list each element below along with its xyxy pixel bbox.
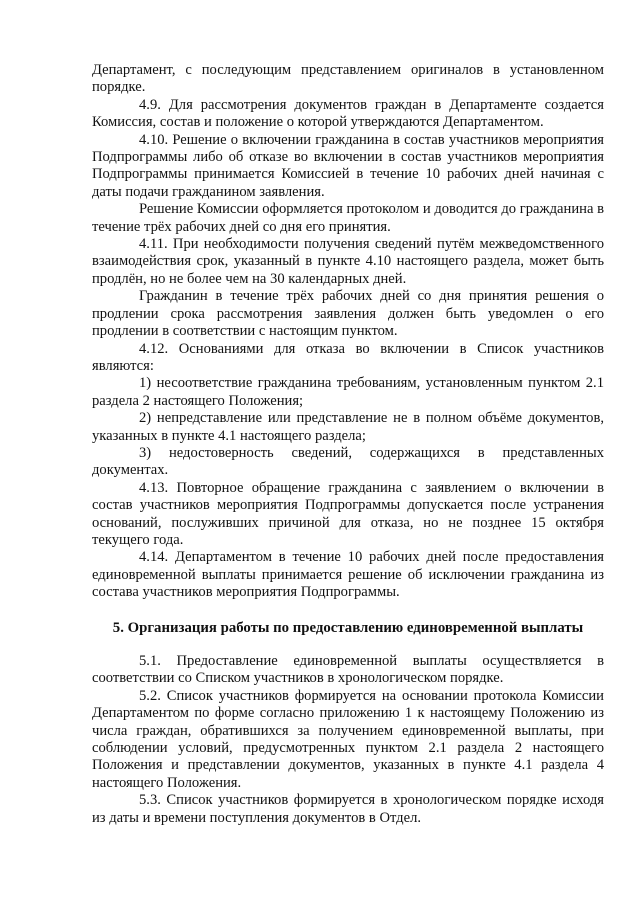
paragraph-4-9: 4.9. Для рассмотрения документов граждан в Департаменте создается Комиссия, состав и положение о которой утверждаются Департаментом. [92, 96, 604, 131]
section-heading: 5. Организация работы по предоставлению единовременной выплаты [112, 619, 584, 636]
paragraph-5-3: 5.3. Список участников формируется в хронологическом порядке исходя из даты и времени поступления документов в Отдел. [92, 792, 604, 826]
list-item-4-12-3: 3) недостоверность сведений, содержащихся в представленных документах. [92, 444, 604, 479]
paragraph-4-11-notice: Гражданин в течение трёх рабочих дней со дня принятия решения о продлении срока рассмотрения заявления должен быть уведомлен о его продлении в соответствии с настоящим пунктом. [92, 288, 604, 340]
document-body [92, 62, 604, 827]
list-item-4-12-2: 2) непредставление или представление не в полном объёме документов, указанных в пункте 4.1 настоящего раздела; [92, 410, 604, 444]
paragraph-4-12: 4.12. Основаниями для отказа во включении в Список участников являются: [92, 340, 604, 374]
paragraph-4-10-decision: Решение Комиссии оформляется протоколом и доводится до гражданина в течение трёх рабочих дней со дня его принятия. [92, 201, 604, 235]
paragraph-5-2: 5.2. Список участников формируется на основании протокола Комиссии Департаментом по форме согласно приложению 1 к настоящему Положению из числа граждан, обратившихся за получением единовременной выплаты, при соблюдении условий, предусмотренных пунктом 2.1 раздела 2 настоящего Положения и представлении документов, указанных в пункте 4.1 раздела 4 настоящего Положения. [92, 687, 604, 791]
paragraph-4-10: 4.10. Решение о включении гражданина в состав участников мероприятия Подпрограммы либо об отказе во включении в состав участников мероприятия Подпрограммы принимается Комиссией в течение 10 рабочих дней начиная с даты подачи гражданином заявления. [92, 131, 604, 200]
paragraph-5-1: 5.1. Предоставление единовременной выплаты осуществляется в соответствии со Списком участников в хронологическом порядке. [92, 653, 604, 687]
paragraph-4-14: 4.14. Департаментом в течение 10 рабочих дней после предоставления единовременной выплаты принимается решение об исключении гражданина из состава участников мероприятия Подпрограммы. [92, 549, 604, 601]
paragraph-4-13: 4.13. Повторное обращение гражданина с заявлением о включении в состав участников мероприятия Подпрограммы допускается после устранения оснований, послуживших причиной для отказа, но не позднее 15 октября текущего года. [92, 479, 604, 548]
paragraph-4-11: 4.11. При необходимости получения сведений путём межведомственного взаимодействия срок, указанный в пункте 4.10 настоящего раздела, может быть продлён, но не более чем на 30 календарных дней. [92, 236, 604, 287]
paragraph-continuation: Департамент, с последующим представлением оригиналов в установленном порядке. [92, 62, 604, 96]
list-item-4-12-1: 1) несоответствие гражданина требованиям, установленным пунктом 2.1 раздела 2 настоящего Положения; [92, 375, 604, 409]
